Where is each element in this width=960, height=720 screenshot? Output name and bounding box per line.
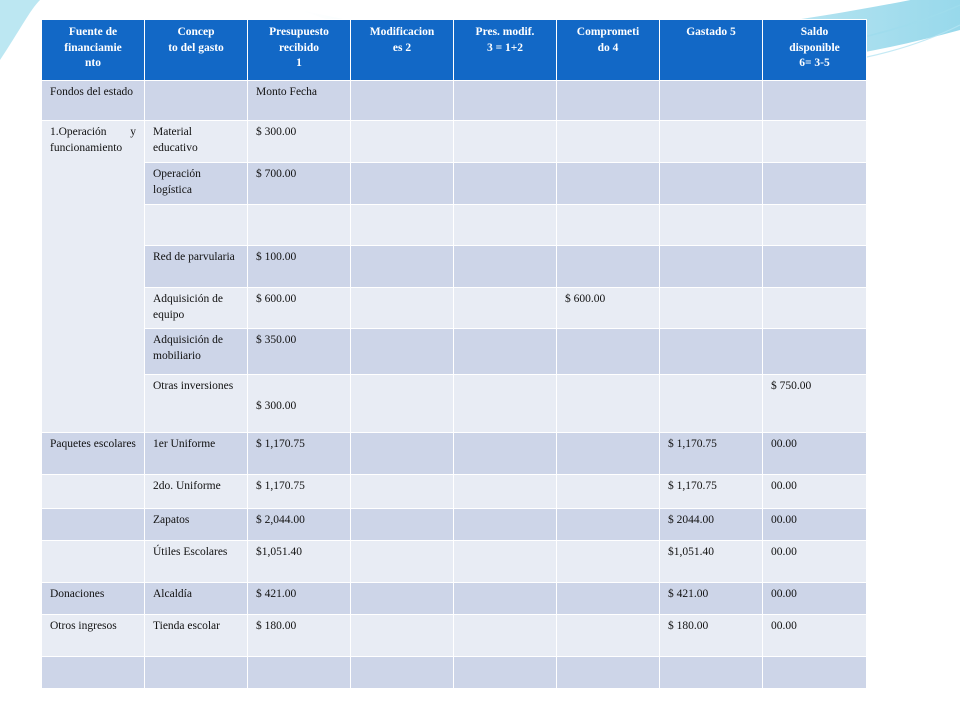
cell-pres-modif [454, 246, 557, 288]
cell-comprometido [557, 246, 660, 288]
cell-saldo [763, 657, 867, 689]
cell-pres-modif [454, 433, 557, 475]
cell-saldo [763, 81, 867, 121]
cell-gastado [660, 246, 763, 288]
cell-concepto: Útiles Escolares [145, 541, 248, 583]
table-row [42, 509, 867, 541]
cell-comprometido [557, 81, 660, 121]
header-gastado: Gastado 5 [660, 20, 763, 81]
cell-gastado: $ 421.00 [660, 583, 763, 615]
cell-comprometido [557, 615, 660, 657]
cell-concepto: Otras inversiones [145, 375, 248, 433]
header-saldo: Saldo disponible 6= 3-5 [763, 20, 867, 81]
cell-concepto: 2do. Uniforme [145, 475, 248, 509]
cell-modificaciones [351, 205, 454, 246]
cell-presupuesto: $ 300.00 [248, 375, 351, 433]
cell-pres-modif [454, 288, 557, 329]
cell-gastado [660, 288, 763, 329]
cell-pres-modif [454, 541, 557, 583]
cell-fuente: Fondos del estado [42, 81, 145, 121]
cell-modificaciones [351, 583, 454, 615]
cell-concepto [145, 657, 248, 689]
cell-modificaciones [351, 541, 454, 583]
cell-gastado: $ 180.00 [660, 615, 763, 657]
table-row [42, 121, 867, 163]
table-row [42, 163, 867, 205]
cell-saldo [763, 246, 867, 288]
cell-presupuesto [248, 205, 351, 246]
cell-presupuesto: $ 600.00 [248, 288, 351, 329]
cell-saldo [763, 121, 867, 163]
table-row [42, 541, 867, 583]
cell-presupuesto: $ 421.00 [248, 583, 351, 615]
cell-saldo: 00.00 [763, 583, 867, 615]
cell-fuente: Paquetes escolares [42, 433, 145, 475]
cell-presupuesto [248, 657, 351, 689]
header-fuente: Fuente de financiamie nto [42, 20, 145, 81]
cell-pres-modif [454, 163, 557, 205]
table-row [42, 375, 867, 433]
cell-fuente [42, 657, 145, 689]
cell-fuente: Donaciones [42, 583, 145, 615]
cell-comprometido [557, 583, 660, 615]
cell-concepto: Material educativo [145, 121, 248, 163]
header-modificaciones: Modificacion es 2 [351, 20, 454, 81]
cell-concepto: Tienda escolar [145, 615, 248, 657]
cell-modificaciones [351, 288, 454, 329]
cell-presupuesto: $ 100.00 [248, 246, 351, 288]
cell-modificaciones [351, 509, 454, 541]
cell-modificaciones [351, 81, 454, 121]
header-pres-modif: Pres. modif. 3 = 1+2 [454, 20, 557, 81]
cell-presupuesto: $1,051.40 [248, 541, 351, 583]
cell-modificaciones [351, 246, 454, 288]
table-row [42, 81, 867, 121]
cell-concepto: 1er Uniforme [145, 433, 248, 475]
cell-saldo: 00.00 [763, 433, 867, 475]
cell-saldo: $ 750.00 [763, 375, 867, 433]
table-row [42, 657, 867, 689]
table-row [42, 288, 867, 329]
header-row [42, 20, 867, 81]
cell-comprometido [557, 121, 660, 163]
cell-concepto [145, 205, 248, 246]
cell-modificaciones [351, 433, 454, 475]
cell-gastado [660, 163, 763, 205]
cell-saldo [763, 288, 867, 329]
header-comprometido: Comprometi do 4 [557, 20, 660, 81]
cell-concepto: Operación logística [145, 163, 248, 205]
cell-presupuesto: $ 700.00 [248, 163, 351, 205]
cell-gastado [660, 205, 763, 246]
table-row [42, 615, 867, 657]
cell-fuente: 1.Operación y funcionamiento [42, 121, 145, 433]
cell-gastado: $ 1,170.75 [660, 475, 763, 509]
cell-concepto: Red de parvularia [145, 246, 248, 288]
cell-comprometido [557, 541, 660, 583]
table-row [42, 475, 867, 509]
budget-table [41, 19, 867, 689]
cell-modificaciones [351, 121, 454, 163]
cell-gastado [660, 329, 763, 375]
cell-saldo [763, 329, 867, 375]
cell-comprometido [557, 375, 660, 433]
cell-comprometido: $ 600.00 [557, 288, 660, 329]
cell-concepto: Adquisición de mobiliario [145, 329, 248, 375]
cell-comprometido [557, 509, 660, 541]
cell-pres-modif [454, 375, 557, 433]
cell-pres-modif [454, 657, 557, 689]
cell-modificaciones [351, 375, 454, 433]
header-presupuesto: Presupuesto recibido 1 [248, 20, 351, 81]
cell-pres-modif [454, 615, 557, 657]
cell-pres-modif [454, 81, 557, 121]
cell-presupuesto: $ 2,044.00 [248, 509, 351, 541]
cell-fuente: Otros ingresos [42, 615, 145, 657]
cell-presupuesto: $ 1,170.75 [248, 433, 351, 475]
cell-comprometido [557, 163, 660, 205]
cell-concepto [145, 81, 248, 121]
cell-gastado: $1,051.40 [660, 541, 763, 583]
cell-modificaciones [351, 475, 454, 509]
table-row [42, 246, 867, 288]
cell-gastado [660, 657, 763, 689]
budget-table-container [41, 19, 866, 689]
cell-saldo [763, 163, 867, 205]
cell-pres-modif [454, 121, 557, 163]
cell-saldo: 00.00 [763, 615, 867, 657]
table-row [42, 329, 867, 375]
cell-pres-modif [454, 329, 557, 375]
cell-concepto: Alcaldía [145, 583, 248, 615]
cell-presupuesto: Monto Fecha [248, 81, 351, 121]
cell-comprometido [557, 433, 660, 475]
cell-saldo: 00.00 [763, 509, 867, 541]
cell-presupuesto: $ 300.00 [248, 121, 351, 163]
cell-gastado [660, 81, 763, 121]
cell-gastado: $ 2044.00 [660, 509, 763, 541]
cell-fuente [42, 541, 145, 583]
cell-comprometido [557, 205, 660, 246]
cell-pres-modif [454, 583, 557, 615]
cell-fuente [42, 509, 145, 541]
cell-saldo: 00.00 [763, 541, 867, 583]
cell-modificaciones [351, 329, 454, 375]
table-row [42, 205, 867, 246]
cell-saldo: 00.00 [763, 475, 867, 509]
cell-saldo [763, 205, 867, 246]
cell-gastado: $ 1,170.75 [660, 433, 763, 475]
cell-gastado [660, 375, 763, 433]
cell-pres-modif [454, 509, 557, 541]
cell-modificaciones [351, 163, 454, 205]
table-row [42, 583, 867, 615]
cell-concepto: Zapatos [145, 509, 248, 541]
table-row [42, 433, 867, 475]
cell-pres-modif [454, 205, 557, 246]
cell-pres-modif [454, 475, 557, 509]
cell-modificaciones [351, 615, 454, 657]
cell-comprometido [557, 475, 660, 509]
cell-gastado [660, 121, 763, 163]
cell-concepto: Adquisición de equipo [145, 288, 248, 329]
cell-presupuesto: $ 350.00 [248, 329, 351, 375]
cell-fuente [42, 475, 145, 509]
header-concepto: Concep to del gasto [145, 20, 248, 81]
cell-comprometido [557, 657, 660, 689]
cell-comprometido [557, 329, 660, 375]
cell-presupuesto: $ 180.00 [248, 615, 351, 657]
cell-modificaciones [351, 657, 454, 689]
cell-presupuesto: $ 1,170.75 [248, 475, 351, 509]
